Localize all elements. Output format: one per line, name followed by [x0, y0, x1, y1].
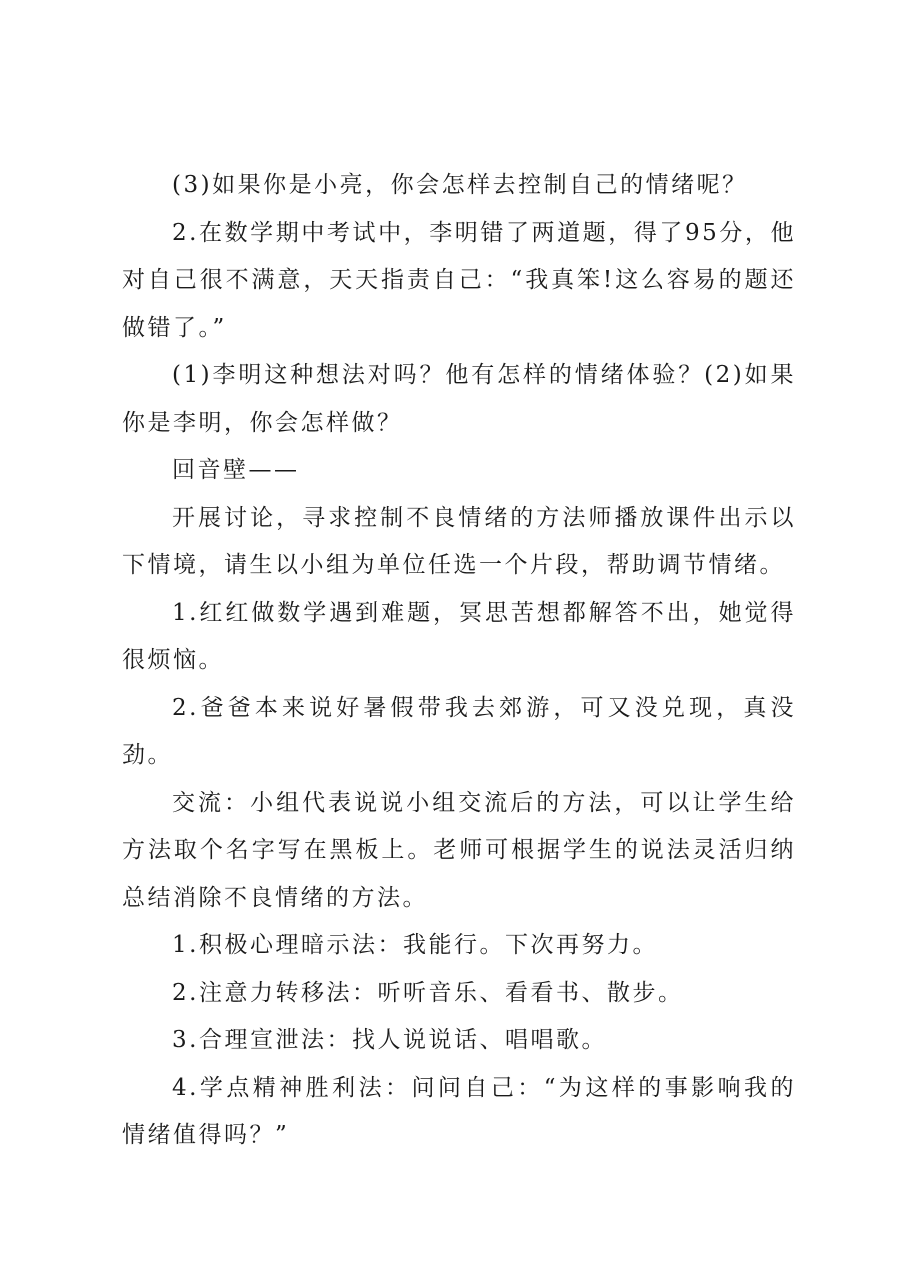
paragraph-method-2: 2.注意力转移法：听听音乐、看看书、散步。	[172, 979, 684, 1006]
document-body	[122, 162, 796, 1160]
paragraph-questions-li-ming: (1)李明这种想法对吗？他有怎样的情绪体验？(2)如果你是李明，你会怎样做？	[122, 362, 796, 436]
paragraph-situation-1: 1.红红做数学遇到难题，冥思苦想都解答不出，她觉得很烦恼。	[122, 599, 796, 673]
paragraph-method-1: 1.积极心理暗示法：我能行。下次再努力。	[172, 932, 658, 958]
paragraph-scenario-2: 2.在数学期中考试中，李明错了两道题，得了95分，他对自己很不满意，天天指责自己：“我真笨!这么容易的题还做错了。”	[122, 219, 796, 341]
paragraph-method-4: 4.学点精神胜利法：问问自己：“为这样的事影响我的情绪值得吗？”	[122, 1074, 796, 1148]
paragraph-method-3: 3.合理宣泄法：找人说说话、唱唱歌。	[172, 1027, 607, 1053]
paragraph-exchange: 交流：小组代表说说小组交流后的方法，可以让学生给方法取个名字写在黑板上。老师可根据学生的说法灵活归纳总结消除不良情绪的方法。	[122, 789, 796, 911]
paragraph-situation-2: 2.爸爸本来说好暑假带我去郊游，可又没兑现，真没劲。	[122, 694, 796, 768]
paragraph-discussion: 开展讨论，寻求控制不良情绪的方法师播放课件出示以下情境，请生以小组为单位任选一个片段，帮助调节情绪。	[122, 504, 796, 578]
paragraph-question-3: (3)如果你是小亮，你会怎样去控制自己的情绪呢？	[172, 172, 748, 198]
paragraph-echo-wall: 回音壁——	[172, 457, 300, 483]
